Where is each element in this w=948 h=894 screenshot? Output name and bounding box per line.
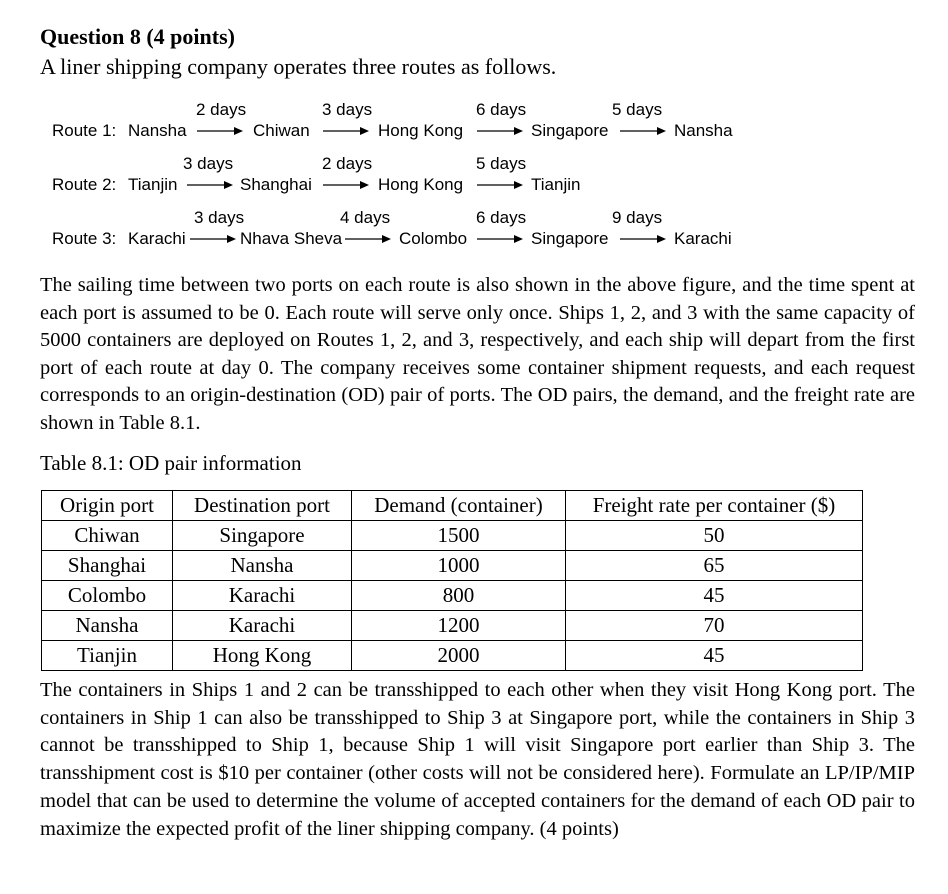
table-row	[42, 521, 863, 551]
route-3-arrow-1	[190, 233, 236, 245]
table-row	[42, 551, 863, 581]
route-1-port-4: Singapore	[531, 121, 609, 140]
route-2-arrow-1	[187, 179, 233, 191]
header-destination-port: Destination port	[173, 491, 352, 521]
problem-description: The sailing time between two ports on each route is also shown in the above figure, and the time spent at each port is assumed to be 0. Each route will serve only once. Ships 1, 2, and 3 with the same capacity of 5000 containers are deployed on Routes 1, 2, and 3, respectively, and each ship will depart from the first port of each route at day 0. The company receives some container shipment requests, and each request corresponds to an origin-destination (OD) pair of ports. The OD pairs, the demand, and the freight rate are shown in Table 8.1.	[40, 274, 915, 434]
cell-destination: Hong Kong	[173, 641, 352, 671]
cell-origin: Nansha	[42, 611, 173, 641]
cell-origin: Tianjin	[42, 641, 173, 671]
route-1-arrow-4	[620, 125, 666, 137]
cell-freight-rate: 45	[566, 641, 863, 671]
route-2-arrow-3	[477, 179, 523, 191]
route-2-port-4: Tianjin	[531, 175, 581, 194]
od-pair-table	[41, 490, 863, 671]
cell-origin: Shanghai	[42, 551, 173, 581]
cell-destination: Karachi	[173, 581, 352, 611]
route-1-port-3: Hong Kong	[378, 121, 464, 140]
cell-freight-rate: 70	[566, 611, 863, 641]
route-2-days-1: 3 days	[183, 154, 234, 173]
route-1-label: Route 1:	[52, 121, 117, 140]
cell-demand: 2000	[352, 641, 566, 671]
route-1-days-3: 6 days	[476, 100, 527, 119]
task-description: The containers in Ships 1 and 2 can be transshipped to each other when they visit Hong Kong port. The containers in Ship 1 can also be transshipped to Ship 3 at Singapore port, while the containers in Ship 3 cannot be transshipped to Ship 1, because Ship 1 will visit Singapore port earlier than Ship 3. The transshipment cost is $10 per container (other costs will not be considered here). Formulate an LP/IP/MIP model that can be used to determine the volume of accepted containers for the demand of each OD pair to maximize the expected profit of the liner shipping company. (4 points)	[40, 679, 915, 840]
table-row	[42, 611, 863, 641]
table-header-row	[42, 491, 863, 521]
question-title: Question 8 (4 points)	[40, 24, 235, 49]
route-1-arrow-1	[197, 125, 243, 137]
cell-freight-rate: 65	[566, 551, 863, 581]
route-3-port-1: Karachi	[128, 229, 186, 248]
cell-destination: Singapore	[173, 521, 352, 551]
route-2-port-1: Tianjin	[128, 175, 178, 194]
cell-destination: Nansha	[173, 551, 352, 581]
route-1-port-1: Nansha	[128, 121, 187, 140]
cell-origin: Colombo	[42, 581, 173, 611]
header-demand: Demand (container)	[352, 491, 566, 521]
cell-demand: 1500	[352, 521, 566, 551]
header-freight-rate: Freight rate per container ($)	[566, 491, 863, 521]
table-caption: Table 8.1: OD pair information	[40, 451, 302, 475]
cell-origin: Chiwan	[42, 521, 173, 551]
route-3-days-3: 6 days	[476, 208, 527, 227]
cell-demand: 1000	[352, 551, 566, 581]
header-origin-port: Origin port	[42, 491, 173, 521]
route-3-port-3: Colombo	[399, 229, 468, 248]
route-1-days-4: 5 days	[612, 100, 663, 119]
route-2-port-2: Shanghai	[240, 175, 312, 194]
route-2-days-2: 2 days	[322, 154, 373, 173]
route-1-days-1: 2 days	[196, 100, 247, 119]
route-1-days-2: 3 days	[322, 100, 373, 119]
question-intro: A liner shipping company operates three routes as follows.	[40, 54, 557, 79]
route-2-port-3: Hong Kong	[378, 175, 464, 194]
route-3-arrow-4	[620, 233, 666, 245]
table-row	[42, 581, 863, 611]
route-3-port-2: Nhava Sheva	[240, 229, 343, 248]
route-3-port-5: Karachi	[674, 229, 732, 248]
table-row	[42, 641, 863, 671]
route-3-port-4: Singapore	[531, 229, 609, 248]
route-1-arrow-2	[323, 125, 369, 137]
route-1-port-2: Chiwan	[253, 121, 310, 140]
route-1-arrow-3	[477, 125, 523, 137]
cell-demand: 800	[352, 581, 566, 611]
cell-demand: 1200	[352, 611, 566, 641]
route-2-label: Route 2:	[52, 175, 117, 194]
route-3-days-4: 9 days	[612, 208, 663, 227]
route-3-label: Route 3:	[52, 229, 117, 248]
route-1-port-5: Nansha	[674, 121, 733, 140]
route-3-days-1: 3 days	[194, 208, 245, 227]
route-2-arrow-2	[323, 179, 369, 191]
cell-freight-rate: 45	[566, 581, 863, 611]
route-3-arrow-3	[477, 233, 523, 245]
route-3-arrow-2	[345, 233, 391, 245]
cell-freight-rate: 50	[566, 521, 863, 551]
route-2-days-3: 5 days	[476, 154, 527, 173]
route-3-days-2: 4 days	[340, 208, 391, 227]
cell-destination: Karachi	[173, 611, 352, 641]
